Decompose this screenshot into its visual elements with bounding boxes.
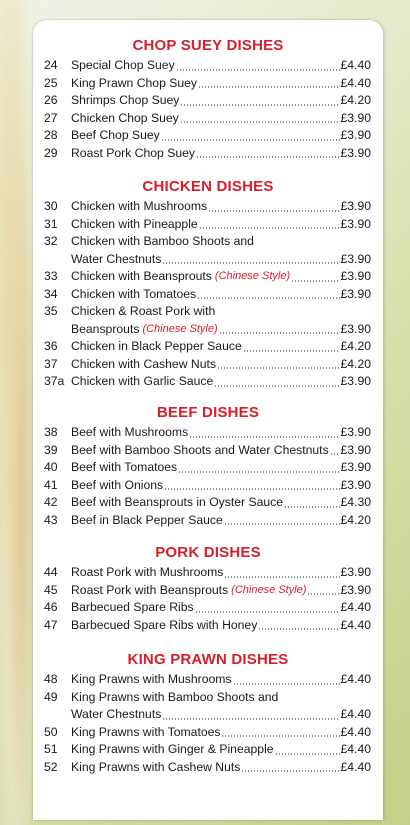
dot-leader bbox=[224, 523, 340, 525]
item-name: Chicken with Cashew Nuts bbox=[71, 356, 216, 371]
dot-leader bbox=[284, 506, 339, 508]
item-number: 50 bbox=[44, 724, 58, 739]
item-number: 33 bbox=[44, 269, 58, 283]
item-name: Chicken in Black Pepper Sauce bbox=[71, 339, 242, 353]
item-number: 37 bbox=[44, 356, 58, 371]
item-number: 46 bbox=[44, 600, 58, 614]
item-number: 32 bbox=[44, 234, 58, 248]
menu-item-row bbox=[33, 494, 383, 512]
dot-leader bbox=[196, 156, 340, 158]
menu-item-row bbox=[33, 512, 383, 530]
item-number: 35 bbox=[44, 304, 58, 318]
dot-leader bbox=[243, 350, 340, 352]
menu-item-row bbox=[33, 57, 383, 75]
item-number: 30 bbox=[44, 199, 58, 213]
item-price: £3.90 bbox=[340, 582, 371, 597]
item-price: £3.90 bbox=[340, 460, 371, 474]
item-name: Barbecued Spare Ribs bbox=[71, 600, 194, 614]
item-price: £3.90 bbox=[340, 199, 371, 213]
menu-item-row bbox=[33, 303, 383, 321]
section-pork bbox=[33, 545, 383, 634]
dot-leader bbox=[221, 735, 339, 737]
menu-item-row bbox=[33, 759, 383, 777]
item-price: £3.90 bbox=[340, 442, 371, 457]
item-name: Chicken with Garlic Sauce bbox=[71, 374, 214, 388]
dot-leader bbox=[189, 436, 339, 438]
item-number: 43 bbox=[44, 512, 58, 527]
menu-item-row bbox=[33, 268, 383, 286]
item-price: £4.40 bbox=[340, 707, 371, 721]
item-price: £4.40 bbox=[340, 600, 371, 614]
item-price: £3.90 bbox=[340, 565, 371, 579]
dot-leader bbox=[233, 683, 340, 685]
item-name: Beef with Onions bbox=[71, 477, 164, 492]
item-number: 28 bbox=[44, 128, 58, 142]
dot-leader bbox=[258, 628, 339, 630]
item-number: 36 bbox=[44, 339, 58, 353]
menu-item-row bbox=[33, 110, 383, 128]
dot-leader bbox=[162, 718, 339, 720]
dot-leader bbox=[241, 770, 339, 772]
item-name: Chicken & Roast Pork with bbox=[71, 304, 216, 318]
menu-card bbox=[33, 20, 383, 820]
dot-leader bbox=[161, 139, 340, 141]
menu-item-row bbox=[33, 617, 383, 635]
item-price: £4.40 bbox=[340, 672, 371, 686]
item-number: 37a bbox=[44, 374, 65, 388]
menu-item-row bbox=[33, 286, 383, 304]
menu-item-row bbox=[33, 724, 383, 742]
menu-item-row bbox=[33, 599, 383, 617]
item-name: King Prawns with Mushrooms bbox=[71, 672, 232, 686]
dot-leader bbox=[195, 611, 340, 613]
menu-item-row bbox=[33, 356, 383, 374]
item-name: Barbecued Spare Ribs with Honey bbox=[71, 617, 258, 632]
item-price: £4.40 bbox=[340, 75, 371, 90]
dot-leader bbox=[162, 262, 339, 264]
section-title: CHOP SUEY DISHES bbox=[132, 37, 284, 54]
item-name: King Prawns with Tomatoes bbox=[71, 724, 221, 739]
item-number: 49 bbox=[44, 689, 58, 704]
dot-leader bbox=[217, 367, 340, 369]
item-number: 29 bbox=[44, 145, 58, 160]
dot-leader bbox=[219, 332, 340, 334]
item-name: Chicken with Pineapple bbox=[71, 216, 198, 231]
item-number: 52 bbox=[44, 759, 58, 774]
item-price: £4.40 bbox=[340, 58, 371, 72]
item-number: 38 bbox=[44, 425, 58, 439]
menu-item-row bbox=[33, 459, 383, 477]
item-name-continued: Beansprouts bbox=[71, 321, 140, 336]
item-name: Beef Chop Suey bbox=[71, 128, 160, 142]
item-price: £3.90 bbox=[340, 269, 371, 283]
item-price: £3.90 bbox=[340, 216, 371, 231]
item-price: £4.20 bbox=[340, 512, 371, 527]
menu-item-row bbox=[33, 216, 383, 234]
item-name-continued: Water Chestnuts bbox=[71, 707, 162, 721]
dot-leader bbox=[291, 280, 339, 282]
item-name: Chicken with Mushrooms bbox=[71, 199, 208, 213]
menu-item-row bbox=[33, 233, 383, 251]
menu-item-row-continued bbox=[33, 251, 383, 269]
item-number: 40 bbox=[44, 460, 58, 474]
dot-leader bbox=[208, 210, 339, 212]
section-chicken bbox=[33, 179, 383, 391]
menu-item-row-continued bbox=[33, 706, 383, 724]
item-price: £3.90 bbox=[340, 321, 371, 336]
item-number: 42 bbox=[44, 495, 58, 509]
section-title: BEEF DISHES bbox=[156, 404, 260, 421]
menu-item-row bbox=[33, 127, 383, 145]
item-name: Roast Pork with Mushrooms bbox=[71, 565, 224, 579]
menu-item-row bbox=[33, 145, 383, 163]
item-name: Chicken with Beansprouts bbox=[71, 269, 212, 283]
item-price: £3.90 bbox=[340, 251, 371, 266]
menu-item-row bbox=[33, 582, 383, 600]
item-number: 31 bbox=[44, 216, 58, 231]
item-name: King Prawns with Cashew Nuts bbox=[71, 759, 241, 774]
dot-leader bbox=[176, 69, 340, 71]
item-name: King Prawns with Bamboo Shoots and bbox=[71, 689, 279, 704]
item-number: 25 bbox=[44, 75, 58, 90]
dot-leader bbox=[180, 104, 339, 106]
item-name: Beef with Tomatoes bbox=[71, 460, 178, 474]
item-number: 45 bbox=[44, 582, 58, 597]
item-price: £3.90 bbox=[340, 477, 371, 492]
item-style-note: (Chinese Style) bbox=[231, 583, 307, 596]
menu-item-row bbox=[33, 671, 383, 689]
item-name: Shrimps Chop Suey bbox=[71, 93, 180, 107]
item-price: £4.40 bbox=[340, 759, 371, 774]
dot-leader bbox=[199, 227, 340, 229]
item-name: King Prawn Chop Suey bbox=[71, 75, 198, 90]
item-price: £4.20 bbox=[340, 356, 371, 371]
menu-item-row bbox=[33, 741, 383, 759]
item-price: £4.20 bbox=[340, 339, 371, 353]
dot-leader bbox=[180, 121, 340, 123]
section-beef bbox=[33, 405, 383, 529]
dot-leader bbox=[330, 453, 340, 455]
item-price: £3.90 bbox=[340, 286, 371, 301]
item-number: 26 bbox=[44, 93, 58, 107]
dot-leader bbox=[307, 593, 339, 595]
menu-item-row bbox=[33, 564, 383, 582]
dot-leader bbox=[164, 488, 339, 490]
item-style-note: (Chinese Style) bbox=[214, 270, 291, 282]
item-price: £3.90 bbox=[340, 110, 371, 125]
item-name: Beef with Beansprouts in Oyster Sauce bbox=[71, 495, 284, 509]
section-title: KING PRAWN DISHES bbox=[127, 651, 289, 668]
item-name: Special Chop Suey bbox=[71, 58, 175, 72]
item-price: £3.90 bbox=[340, 374, 371, 388]
item-price: £4.40 bbox=[340, 617, 371, 632]
item-name: Chicken with Bamboo Shoots and bbox=[71, 234, 254, 248]
item-number: 34 bbox=[44, 286, 58, 301]
menu-item-row bbox=[33, 424, 383, 442]
item-number: 44 bbox=[44, 565, 58, 579]
item-number: 27 bbox=[44, 110, 58, 125]
menu-item-row bbox=[33, 373, 383, 391]
item-name: King Prawns with Ginger & Pineapple bbox=[71, 742, 274, 756]
dot-leader bbox=[198, 86, 339, 88]
menu-item-row bbox=[33, 442, 383, 460]
menu-item-row bbox=[33, 75, 383, 93]
item-number: 41 bbox=[44, 477, 58, 492]
item-name: Beef with Bamboo Shoots and Water Chestnuts bbox=[71, 442, 329, 457]
item-price: £4.20 bbox=[340, 93, 371, 107]
item-price: £3.90 bbox=[340, 425, 371, 439]
dot-leader bbox=[214, 385, 339, 387]
menu-item-row bbox=[33, 689, 383, 707]
menu-item-row bbox=[33, 477, 383, 495]
item-name: Beef in Black Pepper Sauce bbox=[71, 512, 223, 527]
menu-item-row bbox=[33, 92, 383, 110]
dot-leader bbox=[275, 753, 340, 755]
item-name: Roast Pork with Beansprouts bbox=[71, 582, 229, 597]
section-chop-suey bbox=[33, 38, 383, 162]
section-title: PORK DISHES bbox=[155, 544, 261, 561]
item-number: 51 bbox=[44, 742, 58, 756]
item-name: Chicken with Tomatoes bbox=[71, 286, 197, 301]
item-number: 24 bbox=[44, 58, 58, 72]
dot-leader bbox=[197, 297, 339, 299]
item-price: £3.90 bbox=[340, 128, 371, 142]
item-price: £4.40 bbox=[340, 742, 371, 756]
dot-leader bbox=[224, 576, 339, 578]
menu-item-row bbox=[33, 198, 383, 216]
item-name: Beef with Mushrooms bbox=[71, 425, 189, 439]
menu-item-row bbox=[33, 338, 383, 356]
item-style-note: (Chinese Style) bbox=[142, 322, 218, 335]
item-number: 47 bbox=[44, 617, 58, 632]
item-price: £4.30 bbox=[340, 495, 371, 509]
section-title: CHICKEN DISHES bbox=[142, 178, 274, 195]
item-name: Chicken Chop Suey bbox=[71, 110, 179, 125]
item-price: £4.40 bbox=[340, 724, 371, 739]
item-number: 39 bbox=[44, 442, 58, 457]
section-king-prawn bbox=[33, 652, 383, 776]
dot-leader bbox=[178, 471, 339, 473]
item-price: £3.90 bbox=[340, 145, 371, 160]
item-name: Roast Pork Chop Suey bbox=[71, 145, 195, 160]
item-number: 48 bbox=[44, 672, 58, 686]
item-name-continued: Water Chestnuts bbox=[71, 251, 162, 266]
menu-item-row-continued bbox=[33, 321, 383, 339]
